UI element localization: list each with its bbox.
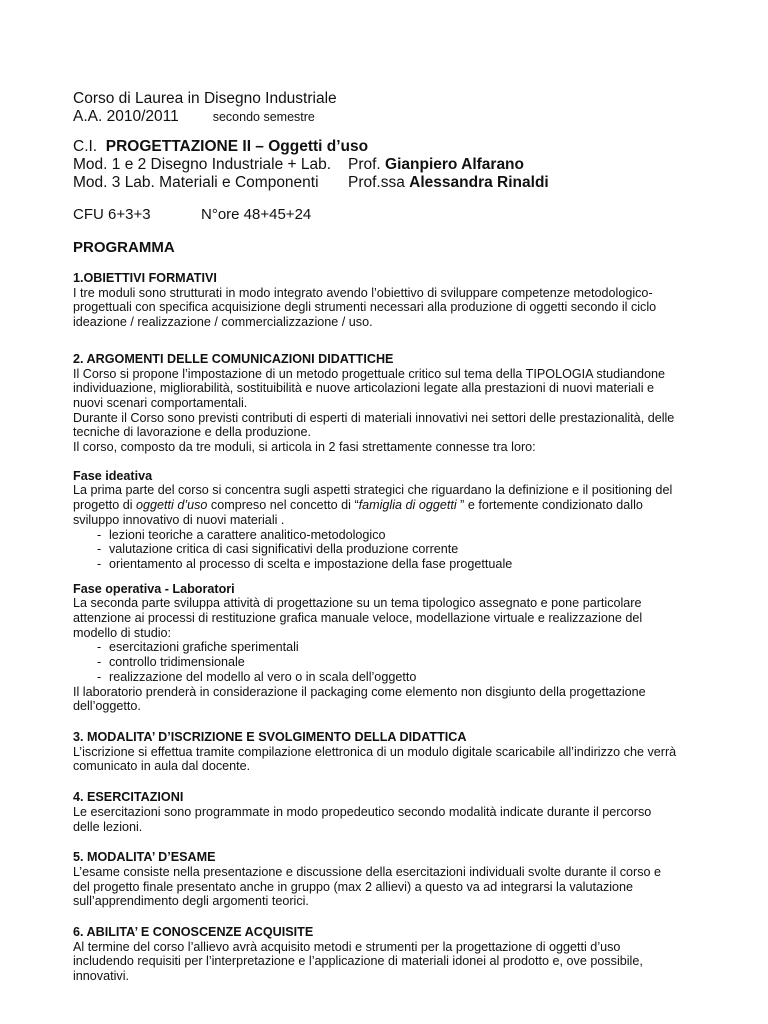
- line: includendo requisiti per l’interpretazione e l’applicazione di materiali idonei al prodotto e, ove possibile,: [73, 954, 643, 969]
- module-3: Mod. 3 Lab. Materiali e Componenti: [73, 174, 319, 191]
- professor-2: [348, 174, 549, 192]
- line: sviluppo innovativo di nuovi materiali .: [73, 512, 285, 527]
- line: modello di studio:: [73, 625, 172, 640]
- hours: N°ore 48+45+24: [201, 206, 312, 223]
- course-title-text: PROGETTAZIONE II – Oggetti d’uso: [105, 138, 369, 155]
- line: Durante il Corso sono previsti contributi di esperti di materiali innovativi nei settori delle prestazionalità, delle: [73, 410, 675, 425]
- line: ideazione / realizzazione / commercializzazione / uso.: [73, 315, 373, 330]
- course-header: [73, 90, 708, 126]
- line: attenzione ai processi di restituzione grafica manuale veloce, modellazione virtuale e realizzazione del: [73, 611, 643, 626]
- line: Al termine del corso l’allievo avrà acquisito metodi e strumenti per la progettazione di oggetti d’uso: [73, 939, 621, 954]
- section-topics: [73, 352, 708, 714]
- list-item: - orientamento al processo di scelta e impostazione della fase progettuale: [97, 557, 708, 572]
- academic-year: [73, 108, 708, 126]
- section-exam: [73, 850, 708, 909]
- section-skills: [73, 925, 708, 984]
- list-item: - controllo tridimensionale: [97, 655, 708, 670]
- section-enrollment: [73, 730, 708, 774]
- section-title: 6. ABILITA’ E CONOSCENZE ACQUISITE: [73, 925, 314, 940]
- list-item: - lezioni teoriche a carattere analitico-metodologico: [97, 528, 708, 543]
- prof-1-name: Gianpiero Alfarano: [385, 156, 524, 173]
- line: progettuali con specifica acquisizione degli strumenti necessari alla produzione di oggetti secondo il ciclo: [73, 300, 657, 315]
- section-title: 2. ARGOMENTI DELLE COMUNICAZIONI DIDATTICHE: [73, 351, 394, 366]
- line: dell’oggetto.: [73, 699, 141, 714]
- list-item: - valutazione critica di casi significativi della produzione corrente: [97, 542, 708, 557]
- module-1-2: Mod. 1 e 2 Disegno Industriale + Lab.: [73, 156, 332, 173]
- line: [73, 498, 708, 513]
- course-info: [73, 138, 708, 192]
- year: A.A. 2010/2011: [73, 108, 179, 125]
- bullet-list: [73, 528, 708, 572]
- list-item: - realizzazione del modello al vero o in scala dell’oggetto: [97, 670, 708, 685]
- text: compreso nel concetto di “: [207, 498, 359, 513]
- line: delle lezioni.: [73, 819, 143, 834]
- line: La seconda parte sviluppa attività di progettazione su un tema tipologico assegnato e pone particolare: [73, 596, 642, 611]
- line: Il corso, composto da tre moduli, si articola in 2 fasi strettamente connesse tra loro:: [73, 440, 536, 455]
- section-exercises: [73, 790, 708, 834]
- prof-1-prefix: Prof.: [348, 156, 381, 173]
- list-item: - esercitazioni grafiche sperimentali: [97, 640, 708, 655]
- course-title: [73, 138, 708, 156]
- phase-title: Fase operativa - Laboratori: [73, 581, 235, 596]
- line: Il laboratorio prenderà in considerazione il packaging come elemento non disgiunto della progettazione: [73, 684, 646, 699]
- prof-2-prefix: Prof.ssa: [348, 174, 405, 191]
- line: L’esame consiste nella presentazione e discussione della esercitazioni individuali svolte durante il corso e: [73, 864, 662, 879]
- module-row-2: [73, 174, 708, 192]
- cfu: CFU 6+3+3: [73, 206, 151, 223]
- prof-2-name: Alessandra Rinaldi: [409, 174, 549, 191]
- line: sull’apprendimento degli argomenti teorici.: [73, 894, 309, 909]
- line: Le esercitazioni sono programmate in modo propedeutico secondo modalità indicate durante il percorso: [73, 804, 652, 819]
- credits-line: [73, 206, 708, 224]
- program-heading: PROGRAMMA: [73, 239, 175, 256]
- section-title: 5. MODALITA’ D’ESAME: [73, 850, 216, 865]
- line: del progetto finale presentato anche in gruppo (max 2 allievi) a questo va ad integrarsi la valutazione: [73, 879, 634, 894]
- semester: secondo semestre: [212, 110, 315, 124]
- professor-1: [348, 156, 524, 174]
- line: tecniche di lavorazione e della produzione.: [73, 425, 312, 440]
- line: nuovi scenari comportamentali.: [73, 395, 248, 410]
- bullet-list: [73, 640, 708, 684]
- section-title: 1.OBIETTIVI FORMATIVI: [73, 271, 217, 285]
- section-objectives: [73, 271, 708, 330]
- phase-title: Fase ideativa: [73, 468, 153, 483]
- phase-ideation: [73, 469, 708, 572]
- line: comunicato in aula dal docente.: [73, 759, 251, 774]
- text-italic: oggetti d’uso: [136, 498, 208, 513]
- phase-operational: [73, 582, 708, 714]
- section-title: 3. MODALITA’ D’ISCRIZIONE E SVOLGIMENTO DELLA DIDATTICA: [73, 729, 467, 744]
- course-name: Corso di Laurea in Disegno Industriale: [73, 90, 337, 107]
- line: individuazione, migliorabilità, sostituibilità e nuove articolazioni legate alla prestazioni di nuovi materiali e: [73, 381, 655, 396]
- text: ” e fortemente condizionato dallo: [456, 498, 643, 513]
- line: Il Corso si propone l’impostazione di un metodo progettuale critico sul tema della TIPOLOGIA studiandone: [73, 366, 665, 381]
- line: La prima parte del corso si concentra sugli aspetti strategici che riguardano la definizione e il positioning del: [73, 483, 673, 498]
- text-italic: famiglia di oggetti: [358, 498, 457, 513]
- line: I tre moduli sono strutturati in modo integrato avendo l’obiettivo di sviluppare competenze metodologico-: [73, 285, 653, 300]
- text: progetto di: [73, 498, 137, 513]
- ci-prefix: C.I.: [73, 138, 98, 155]
- line: innovativi.: [73, 969, 130, 984]
- line: L’iscrizione si effettua tramite compilazione elettronica di un modulo digitale scaricabile all’indirizzo che verrà: [73, 744, 677, 759]
- section-title: 4. ESERCITAZIONI: [73, 790, 184, 805]
- module-row-1: [73, 156, 708, 174]
